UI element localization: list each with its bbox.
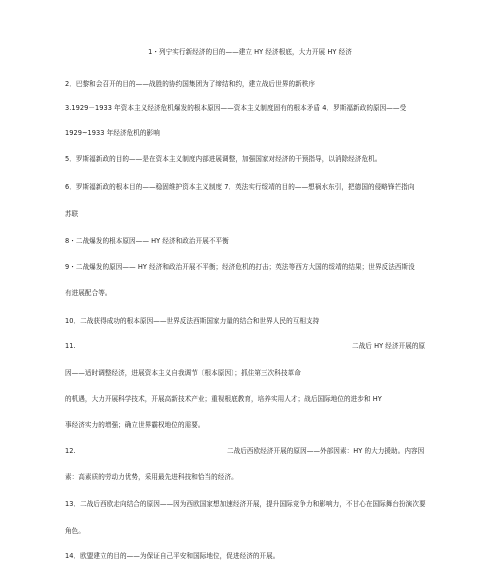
item-11-heading: 二战后 HY 经济开展的原 [352,342,426,350]
paragraph-line: 9・二战爆发的原因—— HY 经济和政治开展不平衡；经济危机的打击；英法等西方大国的绥靖的结果；世界反法西斯没 [65,263,415,271]
paragraph-line: 因——适时调整经济，进展资本主义自我调节〔根本原因〕；抓住第三次科技革命 [65,369,301,377]
document-title: 1・列宁实行新经济的目的——建立 HY 经济根底，大力开展 HY 经济 [148,48,352,56]
paragraph-line: 2．巴黎和会召开的目的——战胜的协约国集团为了缔结和约，建立战后世界的新秩序 [65,80,316,88]
paragraph-line: 苏联 [65,210,79,218]
paragraph-line: 14．欧盟建立的目的——为保证自己平安和国际地位，促进经济的开展。 [65,552,280,560]
paragraph-line: 有进展配合等。 [65,289,112,297]
paragraph-line: 的机遇，大力开展科学技术，开展高新技术产业；重视根底教育，培养实用人才；战后国际地位的进步和 HY [65,395,382,403]
paragraph-line: 8・二战爆发的根本原因—— HY 经济和政治开展不平衡 [65,237,229,245]
paragraph-line: 1929~1933 年经济危机的影响 [65,129,160,137]
paragraph-line: 10．二战获得成功的根本原因——世界反法西斯国家力量的结合和世界人民的互相支持 [65,317,320,325]
item-12-number: 12. [65,447,76,455]
item-11-number: 11. [65,342,76,350]
paragraph-line: 角色。 [65,527,85,535]
paragraph-line: 5．罗斯福新政的目的——是在资本主义制度内部进展调整，加强国家对经济的干预指导，以消除经济危机。 [65,155,382,163]
paragraph-line: 事经济实力的增强；确立世界霸权地位的需要。 [65,421,205,429]
paragraph-line: 3.1929－1933 年资本主义经济危机爆发的根本原因——资本主义制度固有的根本矛盾 4．罗斯福新政的原因——受 [65,104,407,112]
paragraph-line: 素：高素质的劳动力优势，采用最先进科技和恰当的经济。 [65,473,238,481]
paragraph-line: 6．罗斯福新政的根本目的——稳固维护资本主义制度 7．英法实行绥靖的目的——想祸水东引，把德国的侵略锋芒指向 [65,183,415,191]
paragraph-line: 13．二战后西欧走向结合的原因——因为西欧国家想加速经济开展，提升国际竞争力和影响力，不甘心在国际舞台扮演次要 [65,500,426,508]
item-12-heading: 二战后西欧经济开展的原因——外部因素：HY 的大力援助。内容因 [227,447,425,455]
